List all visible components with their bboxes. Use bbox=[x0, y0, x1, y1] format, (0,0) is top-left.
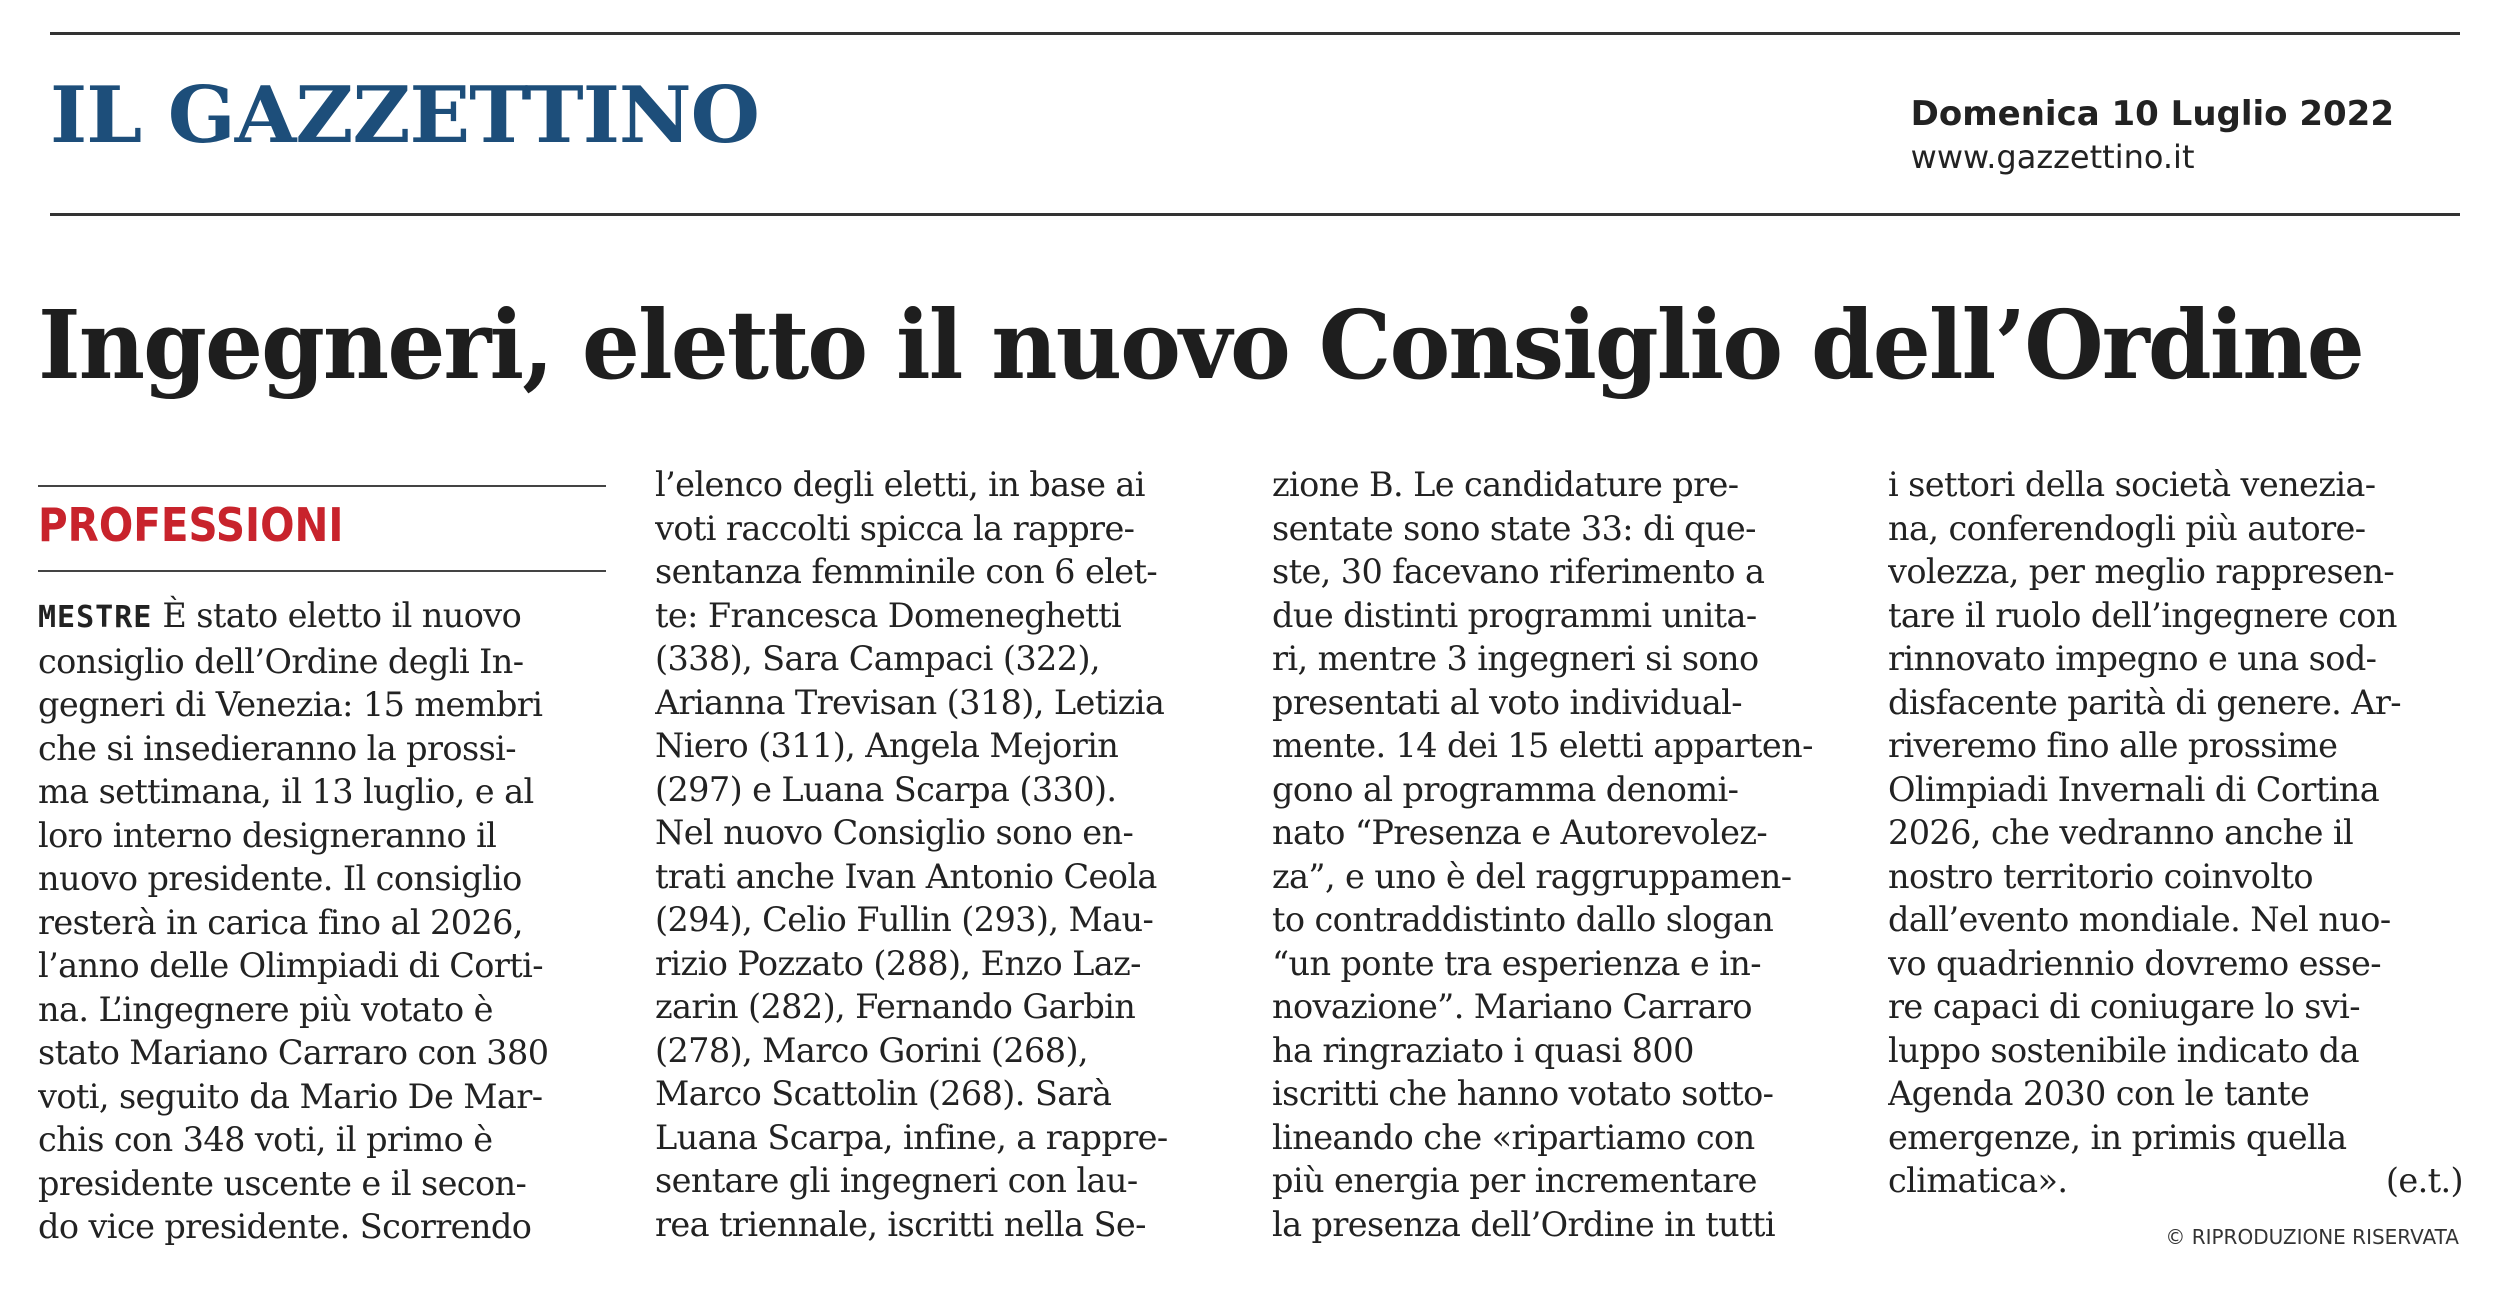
text-line-content: Marco Scattolin (268). Sarà bbox=[655, 1074, 1112, 1113]
text-line-content: rizio Pozzato (288), Enzo Laz- bbox=[655, 943, 1141, 983]
text-line bbox=[1888, 985, 2463, 1029]
text-line bbox=[1272, 550, 1847, 594]
text-line bbox=[1888, 550, 2463, 594]
author-signature: (e.t.) bbox=[2385, 1161, 2463, 1200]
text-line bbox=[655, 985, 1230, 1029]
text-line bbox=[38, 857, 613, 901]
text-line-content: tare il ruolo dell’ingegnere con bbox=[1888, 595, 2397, 635]
text-line-content: rea triennale, iscritti nella Se- bbox=[655, 1204, 1146, 1244]
text-line bbox=[38, 770, 613, 814]
text-line-content: iscritti che hanno votato sotto- bbox=[1272, 1074, 1774, 1113]
text-line-content: te: Francesca Domeneghetti bbox=[655, 595, 1122, 635]
text-line bbox=[1888, 1116, 2463, 1160]
text-line-content: loro interno designeranno il bbox=[38, 815, 497, 855]
text-line-content: ha ringraziato i quasi 800 bbox=[1272, 1030, 1694, 1070]
text-line bbox=[1272, 898, 1847, 942]
website-link[interactable]: www.gazzettino.it bbox=[1910, 138, 2195, 176]
text-line-content: mente. 14 dei 15 eletti apparten- bbox=[1272, 726, 1813, 765]
text-line bbox=[1888, 768, 2463, 812]
text-line-content: volezza, per meglio rappresen- bbox=[1888, 552, 2395, 591]
copyright-notice: © RIPRODUZIONE RISERVATA bbox=[2165, 1225, 2459, 1249]
text-line bbox=[1888, 594, 2463, 638]
text-line-content: Arianna Trevisan (318), Letizia bbox=[655, 682, 1165, 722]
text-line-content: consiglio dell’Ordine degli In- bbox=[38, 641, 524, 681]
text-line-content: riveremo fino alle prossime bbox=[1888, 726, 2338, 765]
text-line bbox=[1888, 681, 2463, 725]
text-line-content: zarin (282), Fernando Garbin bbox=[655, 987, 1136, 1026]
text-line bbox=[1272, 637, 1847, 681]
text-line bbox=[655, 1029, 1230, 1073]
text-line-content: i settori della società venezia- bbox=[1888, 465, 2376, 504]
article-column-1 bbox=[38, 594, 613, 1249]
text-line-content: nuovo presidente. Il consiglio bbox=[38, 859, 522, 898]
text-line-content: vo quadriennio dovremo esse- bbox=[1888, 943, 2381, 983]
text-line bbox=[1272, 463, 1847, 507]
text-line-content: disfacente parità di genere. Ar- bbox=[1888, 682, 2401, 722]
text-line bbox=[655, 811, 1230, 855]
text-line-content: che si insedieranno la prossi- bbox=[38, 728, 516, 768]
text-line bbox=[655, 855, 1230, 899]
issue-date: Domenica 10 Luglio 2022 bbox=[1910, 94, 2394, 134]
text-line-content: È stato eletto il nuovo bbox=[162, 596, 522, 635]
text-line bbox=[1888, 1029, 2463, 1073]
text-line bbox=[655, 681, 1230, 725]
text-line bbox=[38, 727, 613, 771]
text-line bbox=[38, 901, 613, 945]
text-line-content: to contraddistinto dallo slogan bbox=[1272, 900, 1774, 939]
text-line-content: l’elenco degli eletti, in base ai bbox=[655, 465, 1145, 504]
newspaper-logo: IL GAZZETTINO bbox=[50, 70, 759, 161]
text-line-content: 2026, che vedranno anche il bbox=[1888, 813, 2354, 852]
text-line bbox=[1272, 855, 1847, 899]
text-line bbox=[38, 594, 613, 640]
text-line-content: Agenda 2030 con le tante bbox=[1888, 1074, 2310, 1113]
text-line-content: stato Mariano Carraro con 380 bbox=[38, 1033, 549, 1072]
kicker-rule-bottom bbox=[38, 570, 606, 572]
text-line bbox=[655, 463, 1230, 507]
text-line bbox=[1272, 942, 1847, 986]
text-line-content: nato “Presenza e Autorevolez- bbox=[1272, 813, 1768, 852]
text-line bbox=[38, 1118, 613, 1162]
text-line-content: (278), Marco Gorini (268), bbox=[655, 1030, 1088, 1070]
article-column-4 bbox=[1888, 463, 2463, 1203]
text-line bbox=[1888, 463, 2463, 507]
text-line bbox=[655, 942, 1230, 986]
text-line bbox=[1272, 1116, 1847, 1160]
text-line bbox=[655, 507, 1230, 551]
text-line bbox=[38, 640, 613, 684]
text-line-content: sentanza femminile con 6 elet- bbox=[655, 552, 1158, 591]
text-line bbox=[1888, 1072, 2463, 1116]
text-line-content: due distinti programmi unita- bbox=[1272, 595, 1757, 635]
text-line-content: sentate sono state 33: di que- bbox=[1272, 508, 1756, 548]
text-line-content: na. L’ingegnere più votato è bbox=[38, 989, 493, 1029]
text-line bbox=[655, 594, 1230, 638]
text-line-content: (338), Sara Campaci (322), bbox=[655, 639, 1100, 678]
text-line-content: emergenze, in primis quella bbox=[1888, 1117, 2347, 1157]
text-line bbox=[655, 898, 1230, 942]
text-line bbox=[38, 683, 613, 727]
text-line bbox=[38, 1205, 613, 1249]
text-line-content: dall’evento mondiale. Nel nuo- bbox=[1888, 900, 2391, 939]
top-rule bbox=[50, 32, 2460, 35]
text-line-content: lineando che «ripartiamo con bbox=[1272, 1117, 1755, 1157]
text-line bbox=[1272, 1072, 1847, 1116]
article-column-2 bbox=[655, 463, 1230, 1246]
text-line-content: trati anche Ivan Antonio Ceola bbox=[655, 856, 1157, 896]
text-line-content: luppo sostenibile indicato da bbox=[1888, 1030, 2359, 1070]
text-line bbox=[655, 1203, 1230, 1247]
text-line-content: sentare gli ingegneri con lau- bbox=[655, 1161, 1138, 1200]
text-line-content: gegneri di Venezia: 15 membri bbox=[38, 685, 543, 724]
text-line-content: “un ponte tra esperienza e in- bbox=[1272, 943, 1761, 983]
text-line-content: do vice presidente. Scorrendo bbox=[38, 1207, 532, 1246]
text-line-content: (297) e Luana Scarpa (330). bbox=[655, 769, 1117, 809]
article-headline: Ingegneri, eletto il nuovo Consiglio dell’Ordine bbox=[38, 290, 2363, 401]
text-line bbox=[38, 814, 613, 858]
section-kicker: PROFESSIONI bbox=[38, 498, 344, 552]
text-line bbox=[1272, 594, 1847, 638]
closing-line bbox=[1888, 1159, 2463, 1203]
text-line-content: Luana Scarpa, infine, a rappre- bbox=[655, 1117, 1168, 1157]
text-line bbox=[1888, 637, 2463, 681]
text-line bbox=[655, 1159, 1230, 1203]
text-line bbox=[1888, 855, 2463, 899]
text-line bbox=[1888, 898, 2463, 942]
text-line bbox=[1272, 681, 1847, 725]
text-line bbox=[1272, 1159, 1847, 1203]
text-line-content: resterà in carica fino al 2026, bbox=[38, 902, 523, 942]
text-line bbox=[655, 724, 1230, 768]
text-line-content: (294), Celio Fullin (293), Mau- bbox=[655, 900, 1154, 939]
text-line bbox=[1272, 507, 1847, 551]
text-line-content: rinnovato impegno e una sod- bbox=[1888, 639, 2377, 678]
text-line bbox=[38, 1075, 613, 1119]
text-line-content: voti, seguito da Mario De Mar- bbox=[38, 1076, 543, 1116]
text-line bbox=[38, 1031, 613, 1075]
text-line-content: più energia per incrementare bbox=[1272, 1161, 1757, 1200]
text-line-content: Niero (311), Angela Mejorin bbox=[655, 726, 1119, 765]
text-line-content: voti raccolti spicca la rappre- bbox=[655, 508, 1135, 548]
text-line-content: novazione”. Mariano Carraro bbox=[1272, 987, 1752, 1026]
text-line bbox=[1272, 1203, 1847, 1247]
text-line bbox=[1888, 811, 2463, 855]
text-line bbox=[655, 768, 1230, 812]
text-line-content: Olimpiadi Invernali di Cortina bbox=[1888, 769, 2380, 809]
text-line bbox=[1272, 811, 1847, 855]
text-line bbox=[1272, 1029, 1847, 1073]
text-line bbox=[1272, 985, 1847, 1029]
text-line bbox=[655, 550, 1230, 594]
text-line-content: za”, e uno è del raggruppamen- bbox=[1272, 856, 1792, 896]
text-line-content: la presenza dell’Ordine in tutti bbox=[1272, 1204, 1775, 1244]
closing-text: climatica». bbox=[1888, 1161, 2068, 1200]
text-line-content: re capaci di coniugare lo svi- bbox=[1888, 987, 2360, 1026]
text-line-content: ri, mentre 3 ingegneri si sono bbox=[1272, 639, 1759, 678]
text-line bbox=[1272, 724, 1847, 768]
issue-info bbox=[1911, 92, 2394, 178]
text-line bbox=[655, 1072, 1230, 1116]
masthead-rule bbox=[50, 213, 2460, 216]
text-line bbox=[655, 637, 1230, 681]
article-column-3 bbox=[1272, 463, 1847, 1246]
text-line-content: zione B. Le candidature pre- bbox=[1272, 465, 1739, 504]
text-line-content: gono al programma denomi- bbox=[1272, 769, 1739, 809]
text-line-content: ste, 30 facevano riferimento a bbox=[1272, 552, 1765, 591]
text-line-content: Nel nuovo Consiglio sono en- bbox=[655, 813, 1134, 852]
text-line bbox=[1888, 724, 2463, 768]
text-line bbox=[1272, 768, 1847, 812]
text-line bbox=[38, 988, 613, 1032]
text-line bbox=[1888, 942, 2463, 986]
text-line-content: chis con 348 voti, il primo è bbox=[38, 1120, 493, 1159]
kicker-rule-top bbox=[38, 485, 606, 487]
text-line bbox=[38, 944, 613, 988]
text-line-content: nostro territorio coinvolto bbox=[1888, 856, 2313, 896]
text-line bbox=[655, 1116, 1230, 1160]
text-line bbox=[38, 1162, 613, 1206]
text-line bbox=[1888, 507, 2463, 551]
text-line-content: presentati al voto individual- bbox=[1272, 682, 1742, 722]
text-line-content: ma settimana, il 13 luglio, e al bbox=[38, 772, 534, 811]
dateline-place: MESTRE bbox=[38, 600, 153, 635]
text-line-content: presidente uscente e il secon- bbox=[38, 1163, 527, 1203]
text-line-content: l’anno delle Olimpiadi di Corti- bbox=[38, 946, 543, 985]
text-line-content: na, conferendogli più autore- bbox=[1888, 508, 2366, 548]
